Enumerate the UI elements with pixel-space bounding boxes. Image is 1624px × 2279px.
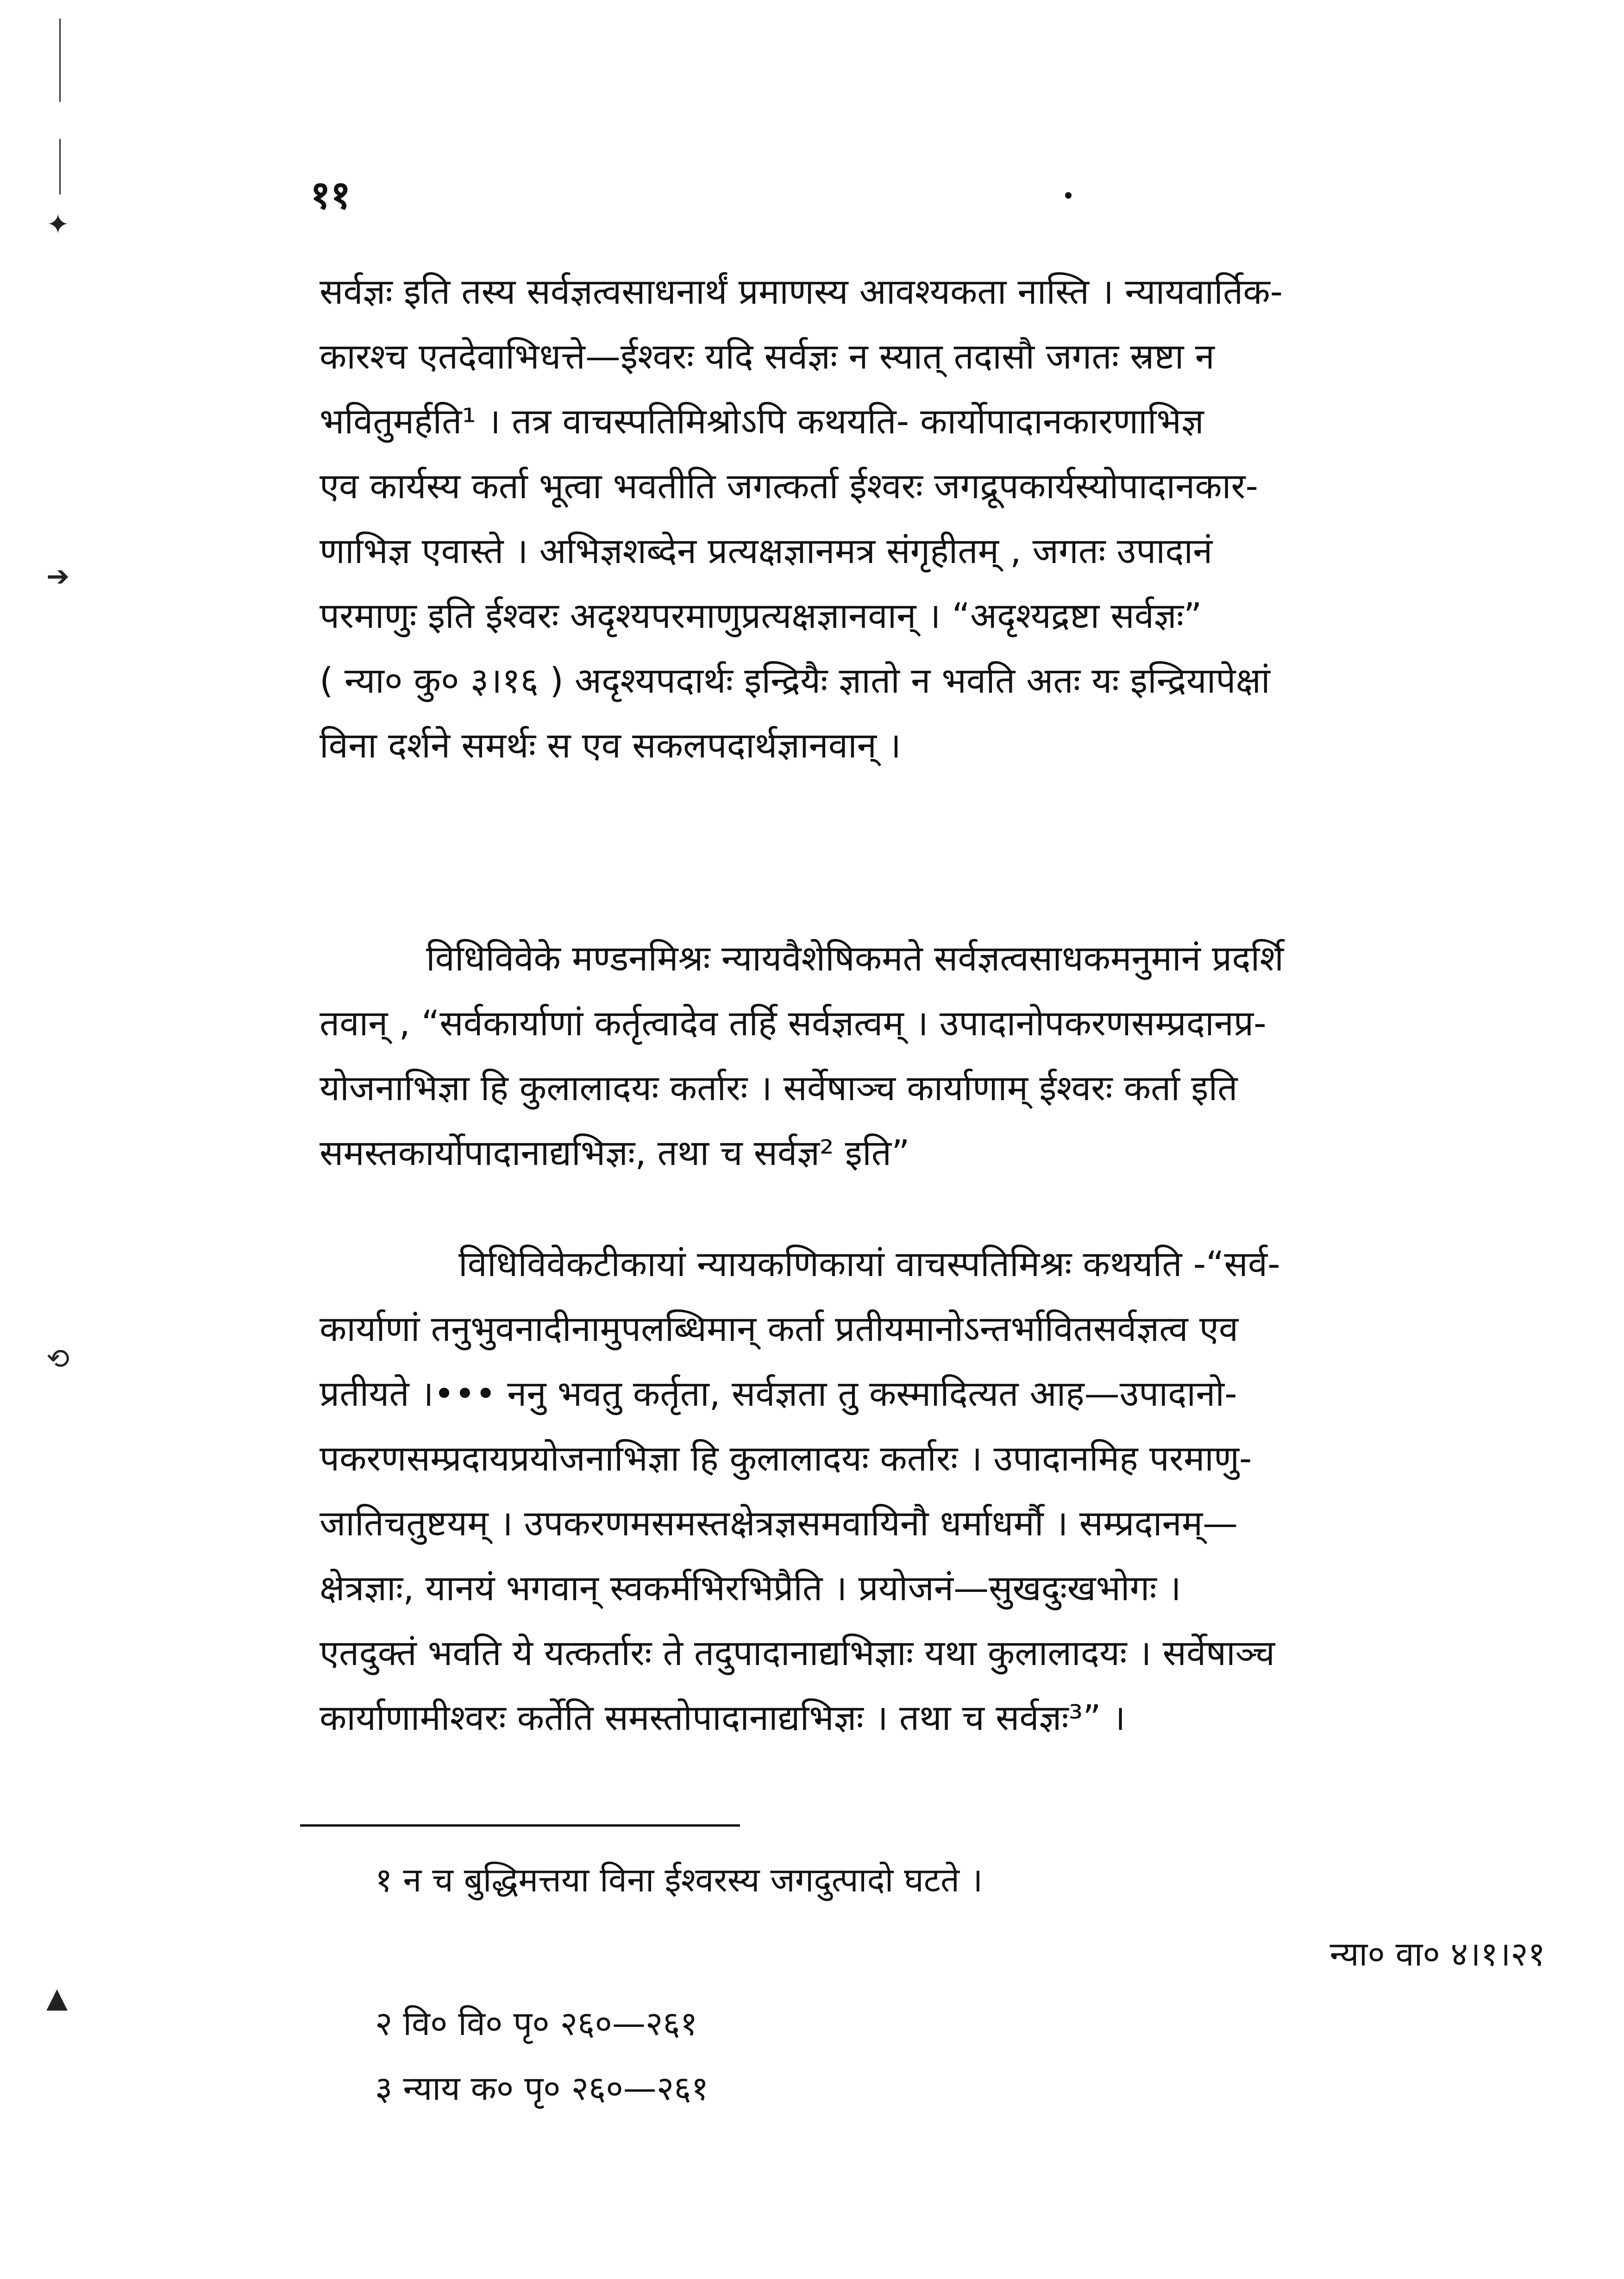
text-line: विना दर्शने समर्थः स एव सकलपदार्थज्ञानवान् । xyxy=(320,725,901,766)
margin-mark: ✦ xyxy=(46,208,70,241)
margin-mark: ▲ xyxy=(46,1982,68,2014)
text-line: प्रतीयते ।••• ननु भवतु कर्तृता, सर्वज्ञता तु कस्मादित्यत आह—उपादानो- xyxy=(320,1373,1237,1414)
scan-dot xyxy=(1065,192,1072,199)
paragraph-2 xyxy=(320,926,1545,1185)
text-line: णाभिज्ञ एवास्ते । अभिज्ञशब्देन प्रत्यक्षज्ञानमत्र संगृहीतम् , जगतः उपादानं xyxy=(320,530,1213,571)
text-line: समस्तकार्योपादानाद्यभिज्ञः, तथा च सर्वज्ञ² इति” xyxy=(320,1132,910,1173)
text-line: कार्याणामीश्वरः कर्तेति समस्तोपादानाद्यभिज्ञः । तथा च सर्वज्ञः³” । xyxy=(320,1697,1126,1738)
text-line: कारश्च एतदेवाभिधत्ते—ईश्वरः यदि सर्वज्ञः न स्यात् तदासौ जगतः स्रष्टा न xyxy=(320,336,1215,377)
text-line: योजनाभिज्ञा हि कुलालादयः कर्तारः । सर्वेषाञ्च कार्याणाम् ईश्वरः कर्ता इति xyxy=(320,1067,1238,1108)
text-line: एतदुक्तं भवति ये यत्कर्तारः ते तदुपादानाद्यभिज्ञाः यथा कुलालादयः । सर्वेषाञ्च xyxy=(320,1632,1275,1673)
margin-scan-line xyxy=(59,139,61,194)
margin-mark: ⟲ xyxy=(46,1343,70,1375)
footnote-divider xyxy=(300,1824,740,1827)
text-line: विधिविवेके मण्डनमिश्रः न्यायवैशेषिकमते सर्वज्ञत्वसाधकमनुमानं प्रदर्शि xyxy=(426,938,1284,979)
text-line: कार्याणां तनुभुवनादीनामुपलब्धिमान् कर्ता प्रतीयमानोऽन्तर्भावितसर्वज्ञत्व एव xyxy=(320,1308,1239,1349)
text-line: एव कार्यस्य कर्ता भूत्वा भवतीति जगत्कर्ता ईश्वरः जगद्रूपकार्यस्योपादानकार- xyxy=(320,465,1258,507)
page-number: ११ xyxy=(310,172,351,218)
footnote-1-source: न्या० वा० ४।१।२१ xyxy=(1329,1935,1545,1973)
text-line: तवान् , “सर्वकार्याणां कर्तृत्वादेव तर्हि सर्वज्ञत्वम् । उपादानोपकरणसम्प्रदानप्र- xyxy=(320,1002,1267,1044)
text-line: सर्वज्ञः इति तस्य सर्वज्ञत्वसाधनार्थं प्रमाणस्य आवश्यकता नास्ति । न्यायवार्तिक- xyxy=(320,271,1283,312)
text-line: भवितुमर्हति¹ । तत्र वाचस्पतिमिश्रोऽपि कथयति- कार्योपादानकारणाभिज्ञ xyxy=(320,401,1204,442)
text-line: परमाणुः इति ईश्वरः अदृश्यपरमाणुप्रत्यक्षज्ञानवान् । “अदृश्यद्रष्टा सर्वज्ञः” xyxy=(320,595,1202,636)
footnote-2: २ वि० वि० पृ० २६०—२६१ xyxy=(375,2004,698,2043)
text-line: क्षेत्रज्ञाः, यानयं भगवान् स्वकर्मभिरभिप्रैति । प्रयोजनं—सुखदुःखभोगः । xyxy=(320,1567,1181,1609)
text-line: ( न्या० कु० ३।१६ ) अदृश्यपदार्थः इन्द्रियैः ज्ञातो न भवति अतः यः इन्द्रियापेक्षां xyxy=(320,660,1270,701)
paragraph-1 xyxy=(320,259,1545,778)
footnote-1: १ न च बुद्धिमत्तया विना ईश्वरस्य जगदुत्पादो घटते । xyxy=(375,1860,983,1899)
text-line: विधिविवेकटीकायां न्यायकणिकायां वाचस्पतिमिश्रः कथयति -“सर्व- xyxy=(458,1243,1280,1284)
footnote-3: ३ न्याय क० पृ० २६०—२६१ xyxy=(375,2069,709,2108)
text-line: पकरणसम्प्रदायप्रयोजनाभिज्ञा हि कुलालादयः कर्तारः । उपादानमिह परमाणु- xyxy=(320,1438,1252,1479)
margin-mark: ➔ xyxy=(46,560,70,593)
paragraph-3 xyxy=(320,1232,1545,1750)
text-line: जातिचतुष्टयम् । उपकरणमसमस्तक्षेत्रज्ञसमवायिनौ धर्माधर्मौ । सम्प्रदानम्— xyxy=(320,1503,1238,1544)
margin-scan-line xyxy=(59,19,61,102)
